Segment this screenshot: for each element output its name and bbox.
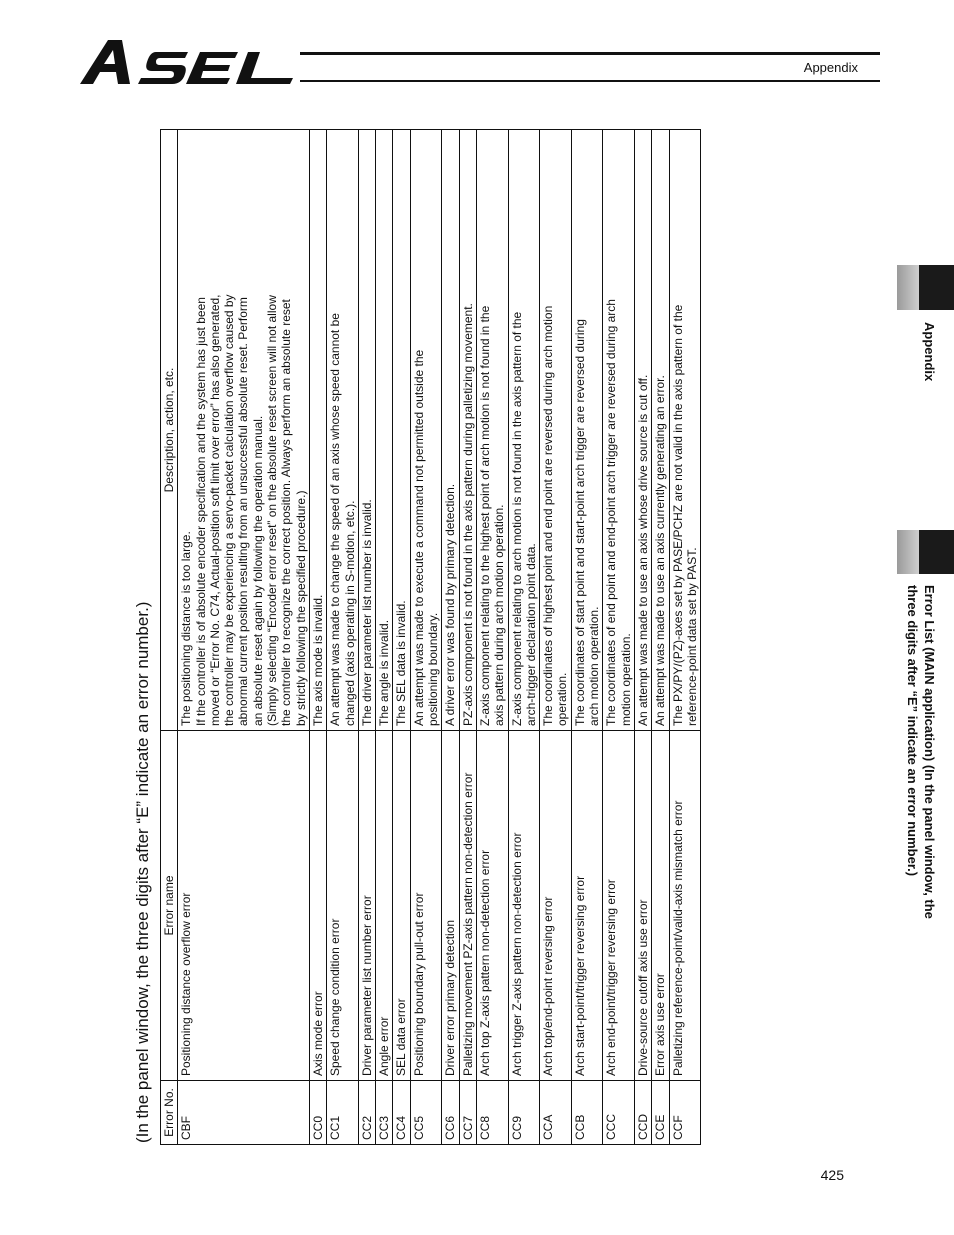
error-name-cell: Arch end-point/trigger reversing error [603,731,635,1081]
error-number-cell: CC5 [410,1081,442,1145]
table-row [540,130,572,1145]
table-row [442,130,459,1145]
description-line: A driver error was found by primary detection. [443,483,458,726]
error-name-cell: Drive-source cutoff axis use error [634,731,651,1081]
table-row [309,130,326,1145]
description-line: The coordinates of end point and end-point arch trigger are reversed during arch [604,299,619,726]
description-line: An attempt was made to execute a command not permitted outside the [411,349,426,726]
error-description-cell [508,130,540,731]
error-number-cell: CC1 [327,1081,359,1145]
table-caption: (In the panel window, the three digits after “E” indicate an error number.) [133,601,152,1143]
error-name-cell: Axis mode error [309,731,326,1081]
description-line: operation. [555,672,570,726]
description-line: PZ-axis component is not found in the axis pattern during palletizing movement. [460,303,475,726]
table-row [508,130,540,1145]
error-name-cell: Arch trigger Z-axis pattern non-detection error [508,731,540,1081]
description-line: An attempt was made to change the speed of an axis whose speed cannot be [328,313,343,726]
error-number-cell: CC4 [393,1081,410,1145]
header-error-no: Error No. [161,1081,178,1145]
error-description-cell [634,130,651,731]
error-number-cell: CCC [603,1081,635,1145]
error-description-cell [669,130,701,731]
description-line: Z-axis component relating to arch motion is not found in the axis pattern of the [509,311,524,726]
table-row [459,130,476,1145]
header-section-label: Appendix [803,60,858,75]
error-name-cell: Positioning boundary pull-out error [410,731,442,1081]
side-tab-error-list: Error List (MAIN application) (In the panel window, the three digits after “E” indicate an error number.) [905,585,937,919]
error-description-cell [393,130,410,731]
description-line: by strictly following the specified procedure.) [293,490,308,726]
error-name-cell: Driver error primary detection [442,731,459,1081]
header-rule-top [300,52,880,55]
description-line: The coordinates of start point and start-point arch trigger are reversed during [572,319,587,726]
error-description-cell [376,130,393,731]
table-row [178,130,310,1145]
error-list-tab-black [919,530,954,574]
error-table [160,129,701,1145]
error-name-cell: Angle error [376,731,393,1081]
error-description-cell [603,130,635,731]
description-line: abnormal current position resulting from an unsuccessful absolute reset. Perform [236,297,251,726]
error-name-cell: Speed change condition error [327,731,359,1081]
description-line: The driver parameter list number is invalid. [359,499,374,726]
header-error-name: Error name [161,731,178,1081]
error-description-cell [476,130,508,731]
error-description-cell [309,130,326,731]
page-number: 425 [820,1167,844,1183]
appendix-tab-black [919,265,954,310]
error-number-cell: CC6 [442,1081,459,1145]
error-description-cell [459,130,476,731]
rotated-content [130,130,775,1145]
description-line: the controller to recognize the correct position. Always perform an absolute reset [279,299,294,726]
error-description-cell [410,130,442,731]
error-number-cell: CC0 [309,1081,326,1145]
table-row [376,130,393,1145]
error-name-cell: Palletizing reference-point/valid-axis mismatch error [669,731,701,1081]
table-row [476,130,508,1145]
description-line: The PX/PY/(PZ)-axes set by PASE/PCHZ are not valid in the axis pattern of the [670,304,685,726]
table-row [571,130,603,1145]
error-number-cell: CCA [540,1081,572,1145]
error-description-cell [652,130,669,731]
table-row [327,130,359,1145]
error-number-cell: CC2 [358,1081,375,1145]
description-line: axis pattern during arch motion operation. [492,504,507,726]
error-number-cell: CC7 [459,1081,476,1145]
error-description-cell [442,130,459,731]
table-header-row [161,130,178,1145]
description-line: motion operation. [618,633,633,726]
description-line: moved or “Error No. C74, Actual-position soft limit over error” has also generated, [207,294,222,726]
error-description-cell [540,130,572,731]
description-line: an absolute reset again by following the operation manual. [250,415,265,726]
description-line: The angle is invalid. [377,619,392,726]
error-name-cell: Arch top Z-axis pattern non-detection error [476,731,508,1081]
error-name-cell: Positioning distance overflow error [178,731,310,1081]
error-description-cell [327,130,359,731]
error-name-cell: Arch top/end-point reversing error [540,731,572,1081]
error-number-cell: CC3 [376,1081,393,1145]
description-line: (Simply selecting “Encoder error reset” on the absolute reset screen will not allow [265,295,280,726]
description-line: Z-axis component relating to the highest point of arch motion is not found in the [477,305,492,726]
description-line: If the controller is of absolute encoder specification and the system has just been [193,297,208,726]
description-line: arch motion operation. [587,606,602,726]
description-line: The positioning distance is too large. [179,531,194,726]
description-line: An attempt was made to use an axis currently generating an error. [653,375,668,726]
error-number-cell: CCD [634,1081,651,1145]
description-line: The coordinates of highest point and end point are reversed during arch motion [541,305,556,726]
description-line: changed (axis operating in S-motion, etc.). [342,500,357,726]
description-line: An attempt was made to use an axis whose drive source is cut off. [635,374,650,726]
error-description-cell [571,130,603,731]
table-row [410,130,442,1145]
description-line: arch-trigger declaration point data. [523,543,538,726]
table-row [669,130,701,1145]
description-line: The axis mode is invalid. [310,594,325,726]
description-line: the controller may be experiencing a servo-packet calculation overflow caused by [222,294,237,726]
error-number-cell: CC9 [508,1081,540,1145]
error-name-cell: Arch start-point/trigger reversing error [571,731,603,1081]
table-row [652,130,669,1145]
error-description-cell [358,130,375,731]
error-number-cell: CC8 [476,1081,508,1145]
description-line: positioning boundary. [426,612,441,726]
header-description: Description, action, etc. [161,130,178,731]
error-name-cell: Palletizing movement PZ-axis pattern non-detection error [459,731,476,1081]
error-name-cell: SEL data error [393,731,410,1081]
table-row [603,130,635,1145]
error-name-cell: Driver parameter list number error [358,731,375,1081]
error-description-cell [178,130,310,731]
error-number-cell: CBF [178,1081,310,1145]
error-list-tab-gray [897,530,919,574]
appendix-tab-gray [897,265,919,310]
table-row [393,130,410,1145]
table-row [634,130,651,1145]
table-row [358,130,375,1145]
error-number-cell: CCF [669,1081,701,1145]
description-line: reference-point data set by PAST. [684,547,699,726]
header-rule-bottom [300,80,880,82]
error-number-cell: CCE [652,1081,669,1145]
side-tab-appendix: Appendix [922,322,937,382]
asel-logo [78,38,313,86]
error-name-cell: Error axis use error [652,731,669,1081]
error-number-cell: CCB [571,1081,603,1145]
description-line: The SEL data is invalid. [394,600,409,726]
